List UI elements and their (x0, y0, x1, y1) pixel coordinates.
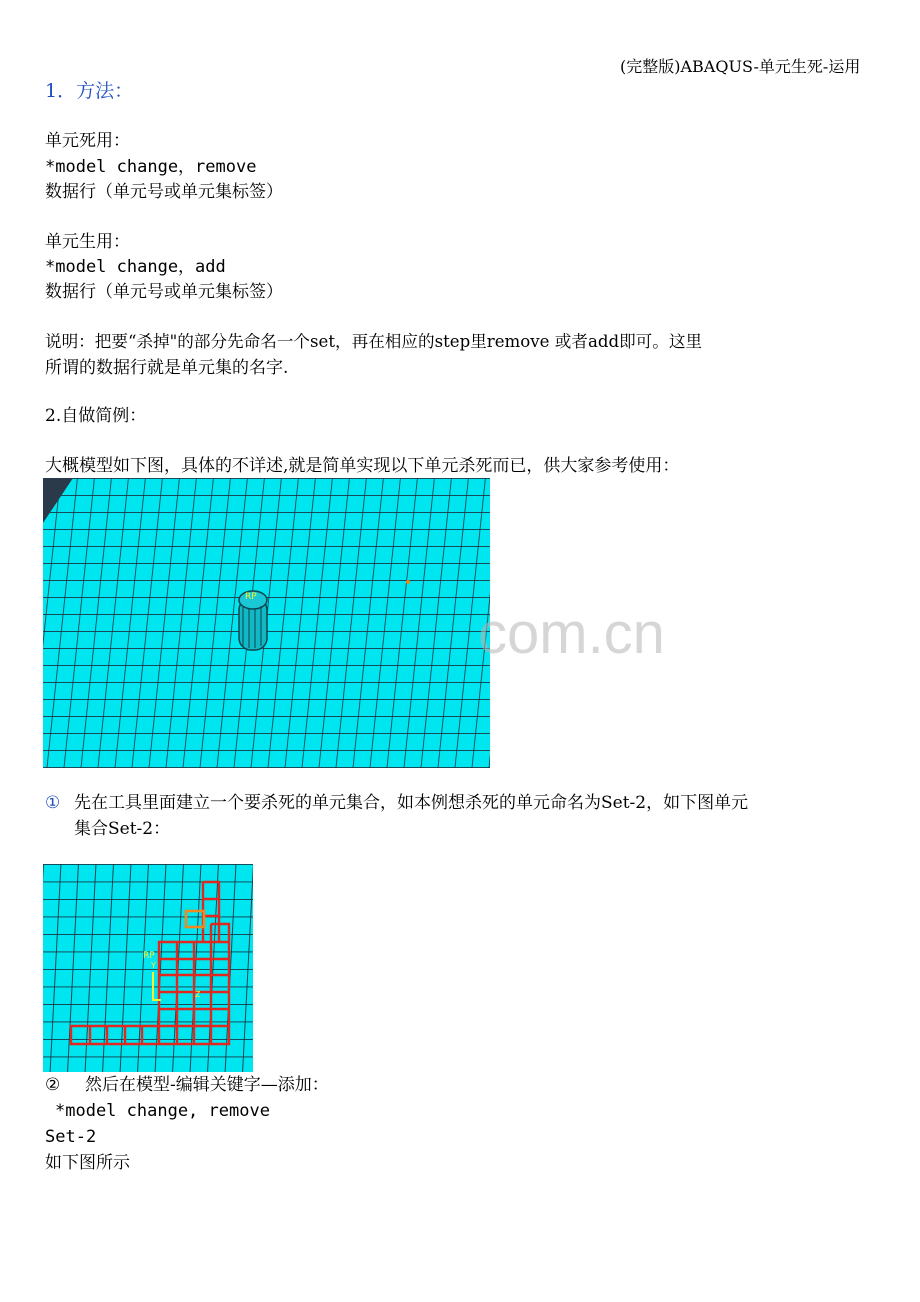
reference-point-label-2: RP (143, 951, 155, 961)
element-birth-data-line: 数据行（单元号或单元集标签） (45, 282, 283, 302)
section-2-intro: 大概模型如下图，具体的不详述,就是简单实现以下单元杀死而已，供大家参考使用： (45, 456, 680, 476)
step-2-command: *model change, remove (55, 1101, 270, 1121)
section-2-heading: 2.自做简例： (45, 406, 147, 426)
model-mesh-svg (43, 478, 490, 768)
page-header-title: (完整版)ABAQUS-单元生死-运用 (620, 57, 861, 76)
element-set-svg (43, 864, 253, 1072)
axis-y-label: Y (151, 961, 156, 970)
marker-dot (406, 580, 410, 584)
step-2-number: ② (45, 1075, 61, 1095)
element-set-figure (43, 864, 253, 1072)
step-1-number: ① (45, 793, 61, 813)
element-death-command: *model change，remove (45, 157, 257, 177)
reference-point-label: RP (245, 592, 257, 602)
section-1-heading: 1．方法： (45, 80, 134, 102)
model-mesh-figure (43, 478, 490, 768)
element-death-data-line: 数据行（单元号或单元集标签） (45, 182, 283, 202)
axis-z-label: Z (195, 990, 201, 999)
step-1-line-1: 先在工具里面建立一个要杀死的单元集合，如本例想杀死的单元命名为Set-2，如下图单元 (74, 793, 749, 813)
step-1-line-2: 集合Set-2： (74, 819, 171, 839)
element-birth-command: *model change，add (45, 257, 226, 277)
step-2-text: 然后在模型-编辑关键字—添加： (85, 1075, 329, 1095)
watermark: com.cn (478, 601, 665, 666)
note-line-1: 说明：把要“杀掉"的部分先命名一个set，再在相应的step里remove 或者add即可。这里 (45, 332, 703, 351)
step-2-set-name: Set-2 (45, 1127, 97, 1147)
element-death-label: 单元死用： (45, 131, 130, 151)
step-2-tail: 如下图所示 (45, 1153, 130, 1173)
note-line-2: 所谓的数据行就是单元集的名字. (45, 358, 289, 378)
element-birth-label: 单元生用： (45, 232, 130, 252)
